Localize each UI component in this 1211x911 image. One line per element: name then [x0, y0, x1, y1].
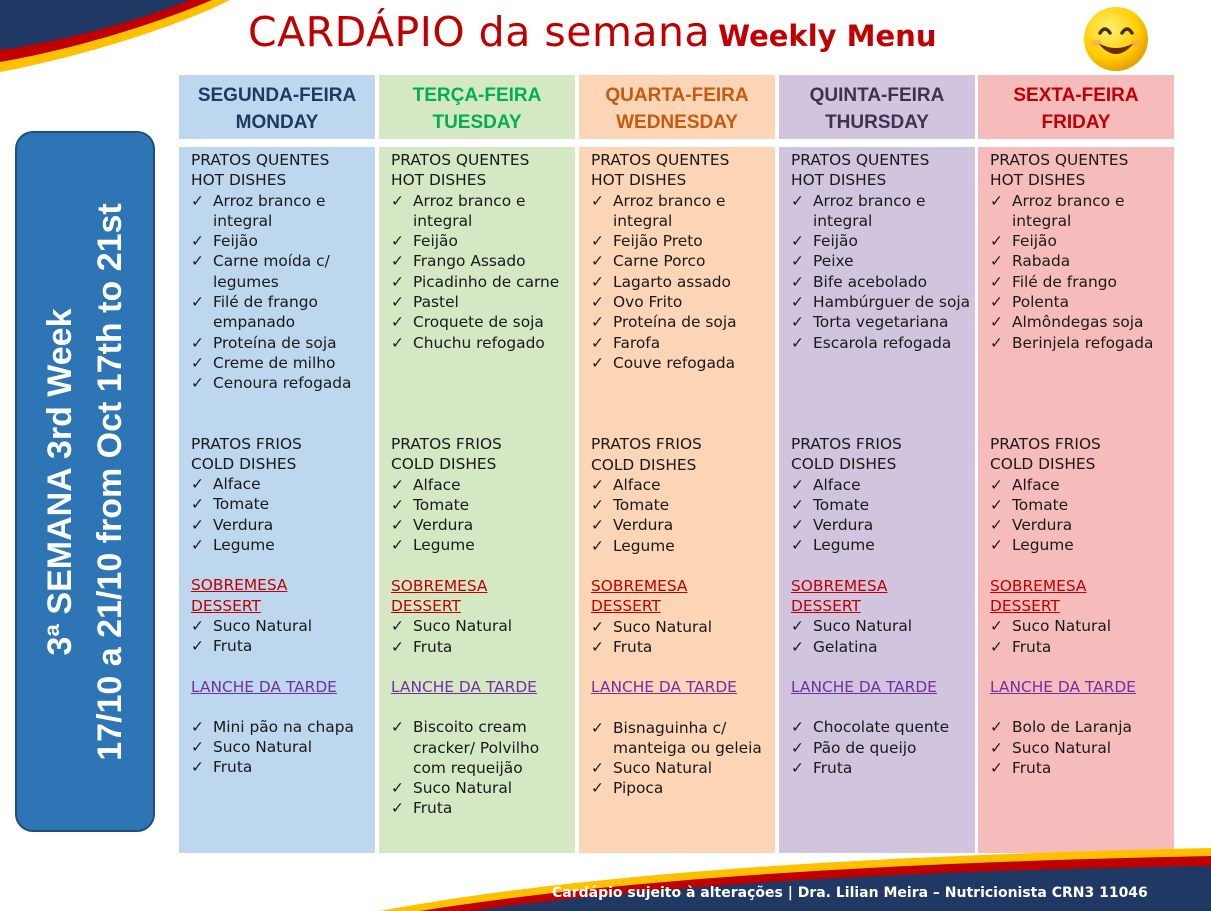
menu-item: ✓ Chocolate quente: [791, 717, 975, 737]
day-header: [179, 75, 375, 139]
menu-item: ✓ Peixe: [791, 251, 975, 271]
week-dates: 17/10 a 21/10 from Oct 17th to 21st: [91, 202, 129, 761]
afternoon-snack-list: [191, 717, 375, 778]
menu-item: ✓ Fruta: [591, 637, 775, 657]
section-spacer: [191, 657, 375, 677]
menu-item: ✓ Hambúrguer de soja: [791, 292, 975, 312]
menu-item: ✓ Legume: [791, 535, 975, 555]
menu-item: ✓ Rabada: [990, 251, 1174, 271]
section-spacer: [791, 657, 975, 677]
menu-item: ✓ Alface: [391, 475, 575, 495]
hot-dishes-title: HOT DISHES: [591, 171, 687, 190]
menu-item: ✓ Feijão: [191, 231, 375, 251]
smiley-face-icon: [1082, 5, 1152, 75]
day-name-en: FRIDAY: [1041, 112, 1111, 133]
menu-item: ✓ Legume: [591, 536, 775, 556]
menu-item: ✓ Verdura: [990, 515, 1174, 535]
menu-item: ✓ Tomate: [990, 495, 1174, 515]
section-spacer: [191, 394, 375, 434]
dessert-title: DESSERT: [191, 596, 261, 615]
menu-item: ✓ Filé de frango: [990, 272, 1174, 292]
dessert-title: DESSERT: [591, 597, 661, 616]
menu-item: ✓ Suco Natural: [591, 617, 775, 637]
afternoon-snack-title: LANCHE DA TARDE: [391, 677, 537, 696]
menu-item: ✓ Verdura: [591, 515, 775, 535]
day-header: [779, 75, 975, 139]
section-spacer: [191, 697, 375, 717]
afternoon-snack-list: [591, 718, 775, 799]
day-menu: [779, 147, 975, 853]
dessert-title: DESSERT: [391, 597, 461, 616]
menu-item: ✓ Alface: [591, 475, 775, 495]
menu-item: ✓ Fruta: [191, 757, 375, 777]
dessert-list: [591, 617, 775, 658]
menu-item: ✓ Pão de queijo: [791, 738, 975, 758]
section-spacer: [990, 556, 1174, 576]
menu-item: ✓ Escarola refogada: [791, 333, 975, 353]
menu-item: ✓ Tomate: [591, 495, 775, 515]
menu-item: ✓ Fruta: [990, 637, 1174, 657]
hot-dishes-list: [990, 191, 1174, 353]
menu-item: ✓ Tomate: [391, 495, 575, 515]
section-spacer: [791, 556, 975, 576]
menu-item: ✓ Verdura: [791, 515, 975, 535]
section-spacer: [591, 556, 775, 576]
cold-dishes-list: [591, 475, 775, 556]
menu-item: ✓ Cenoura refogada: [191, 373, 375, 393]
menu-item: ✓ Croquete de soja: [391, 312, 575, 332]
menu-item: ✓ Suco Natural: [990, 616, 1174, 636]
cold-dishes-title: COLD DISHES: [591, 455, 697, 474]
menu-item: ✓ Fruta: [391, 637, 575, 657]
menu-item: ✓ Suco Natural: [591, 758, 775, 778]
title-english: Weekly Menu: [718, 19, 937, 53]
menu-item: ✓ Verdura: [391, 515, 575, 535]
afternoon-snack-title: LANCHE DA TARDE: [591, 678, 737, 697]
week-banner: [15, 131, 155, 832]
menu-item: ✓ Fruta: [191, 636, 375, 656]
hot-dishes-title: PRATOS QUENTES: [990, 151, 1129, 169]
hot-dishes-title: HOT DISHES: [191, 171, 287, 190]
cold-dishes-title: PRATOS FRIOS: [791, 434, 902, 453]
menu-item: ✓ Legume: [191, 535, 375, 555]
hot-dishes-title: PRATOS QUENTES: [391, 151, 530, 169]
menu-item: ✓ Farofa: [591, 333, 775, 353]
menu-item: ✓ Almôndegas soja: [990, 312, 1174, 332]
menu-item: ✓ Alface: [791, 475, 975, 495]
page-title: [248, 8, 936, 56]
afternoon-snack-title: LANCHE DA TARDE: [990, 677, 1136, 696]
menu-item: ✓ Filé de frango empanado: [191, 292, 375, 333]
day-column: [978, 75, 1174, 853]
menu-item: ✓ Suco Natural: [990, 738, 1174, 758]
cold-dishes-title: PRATOS FRIOS: [591, 435, 702, 454]
day-header: [579, 75, 775, 139]
day-header: [379, 75, 575, 139]
menu-item: ✓ Bolo de Laranja: [990, 717, 1174, 737]
day-name-en: MONDAY: [235, 112, 319, 133]
day-column: [579, 75, 775, 853]
day-menu: [179, 147, 375, 853]
cold-dishes-title: PRATOS FRIOS: [391, 434, 502, 453]
menu-item: ✓ Suco Natural: [191, 737, 375, 757]
section-spacer: [591, 373, 775, 434]
dessert-title: SOBREMESA: [791, 576, 888, 595]
title-portuguese: CARDÁPIO da semana: [248, 8, 711, 56]
section-spacer: [791, 353, 975, 434]
menu-item: ✓ Pastel: [391, 292, 575, 312]
hot-dishes-title: HOT DISHES: [791, 171, 887, 190]
menu-item: ✓ Feijão: [391, 231, 575, 251]
menu-item: ✓ Verdura: [191, 515, 375, 535]
cold-dishes-title: COLD DISHES: [791, 455, 897, 474]
menu-item: ✓ Ovo Frito: [591, 292, 775, 312]
section-spacer: [391, 657, 575, 677]
afternoon-snack-title: LANCHE DA TARDE: [791, 677, 937, 696]
menu-item: ✓ Fruta: [391, 798, 575, 818]
menu-item: ✓ Legume: [990, 535, 1174, 555]
menu-item: ✓ Mini pão na chapa: [191, 717, 375, 737]
cold-dishes-title: COLD DISHES: [391, 455, 497, 474]
menu-item: ✓ Alface: [990, 475, 1174, 495]
section-spacer: [391, 697, 575, 717]
menu-item: ✓ Creme de milho: [191, 353, 375, 373]
menu-item: ✓ Picadinho de carne: [391, 272, 575, 292]
day-name-pt: QUARTA-FEIRA: [605, 85, 749, 106]
menu-item: ✓ Suco Natural: [391, 616, 575, 636]
afternoon-snack-list: [990, 717, 1174, 778]
dessert-title: DESSERT: [990, 597, 1060, 616]
hot-dishes-title: HOT DISHES: [990, 171, 1086, 190]
day-column: [179, 75, 375, 853]
day-column: [779, 75, 975, 853]
hot-dishes-title: PRATOS QUENTES: [191, 151, 330, 169]
day-name-pt: QUINTA-FEIRA: [809, 85, 945, 106]
section-spacer: [591, 698, 775, 718]
menu-item: ✓ Arroz branco e integral: [791, 191, 975, 232]
day-name-pt: TERÇA-FEIRA: [412, 85, 542, 106]
day-name-en: TUESDAY: [432, 112, 522, 133]
cold-dishes-title: COLD DISHES: [191, 454, 297, 473]
menu-item: ✓ Bisnaguinha c/ manteiga ou geleia: [591, 718, 775, 759]
dessert-list: [191, 616, 375, 657]
menu-item: ✓ Alface: [191, 474, 375, 494]
day-name-en: WEDNESDAY: [616, 112, 738, 133]
dessert-list: [791, 616, 975, 657]
menu-item: ✓ Arroz branco e integral: [990, 191, 1174, 232]
menu-item: ✓ Fruta: [990, 758, 1174, 778]
menu-item: ✓ Lagarto assado: [591, 272, 775, 292]
day-menu: [379, 147, 575, 853]
section-spacer: [391, 353, 575, 434]
cold-dishes-list: [391, 475, 575, 556]
cold-dishes-list: [191, 474, 375, 555]
cold-dishes-title: COLD DISHES: [990, 455, 1096, 474]
day-header: [978, 75, 1174, 139]
dessert-list: [990, 616, 1174, 657]
day-column: [379, 75, 575, 853]
menu-item: ✓ Carne Porco: [591, 251, 775, 271]
menu-item: ✓ Berinjela refogada: [990, 333, 1174, 353]
day-menu: [579, 147, 775, 853]
hot-dishes-title: PRATOS QUENTES: [591, 151, 730, 169]
cold-dishes-list: [990, 475, 1174, 556]
menu-item: ✓ Arroz branco e integral: [191, 191, 375, 232]
hot-dishes-list: [191, 191, 375, 394]
dessert-title: SOBREMESA: [391, 576, 488, 595]
day-name-en: THURSDAY: [825, 112, 929, 133]
menu-item: ✓ Carne moída c/ legumes: [191, 251, 375, 292]
menu-item: ✓ Suco Natural: [791, 616, 975, 636]
menu-item: ✓ Tomate: [791, 495, 975, 515]
section-spacer: [191, 555, 375, 575]
dessert-list: [391, 616, 575, 657]
day-menu: [978, 147, 1174, 853]
menu-item: ✓ Proteína de soja: [191, 333, 375, 353]
day-name-pt: SEGUNDA-FEIRA: [197, 85, 357, 106]
afternoon-snack-title: LANCHE DA TARDE: [191, 677, 337, 696]
hot-dishes-title: HOT DISHES: [391, 171, 487, 190]
dessert-title: SOBREMESA: [591, 577, 688, 596]
menu-item: ✓ Feijão Preto: [591, 231, 775, 251]
week-number: 3ª SEMANA 3rd Week: [41, 307, 79, 656]
week-banner-text: [35, 203, 135, 760]
section-spacer: [990, 697, 1174, 717]
menu-item: ✓ Bife acebolado: [791, 272, 975, 292]
day-name-pt: SEXTA-FEIRA: [1013, 85, 1139, 106]
menu-item: ✓ Frango Assado: [391, 251, 575, 271]
dessert-title: DESSERT: [791, 597, 861, 616]
menu-item: ✓ Fruta: [791, 758, 975, 778]
hot-dishes-list: [391, 191, 575, 353]
section-spacer: [990, 353, 1174, 434]
menu-item: ✓ Tomate: [191, 494, 375, 514]
footer-note: Cardápio sujeito à alterações | Dra. Lilian Meira – Nutricionista CRN3 11046: [552, 885, 1148, 901]
menu-item: ✓ Feijão: [791, 231, 975, 251]
dessert-title: SOBREMESA: [990, 576, 1087, 595]
dessert-title: SOBREMESA: [191, 576, 288, 595]
hot-dishes-title: PRATOS QUENTES: [791, 151, 930, 169]
menu-item: ✓ Torta vegetariana: [791, 312, 975, 332]
section-spacer: [791, 697, 975, 717]
section-spacer: [391, 556, 575, 576]
menu-item: ✓ Legume: [391, 535, 575, 555]
cold-dishes-list: [791, 475, 975, 556]
menu-item: ✓ Gelatina: [791, 637, 975, 657]
cold-dishes-title: PRATOS FRIOS: [191, 434, 302, 453]
menu-item: ✓ Feijão: [990, 231, 1174, 251]
menu-item: ✓ Arroz branco e integral: [391, 191, 575, 232]
menu-item: ✓ Arroz branco e integral: [591, 191, 775, 232]
menu-item: ✓ Polenta: [990, 292, 1174, 312]
menu-item: ✓ Suco Natural: [391, 778, 575, 798]
section-spacer: [591, 657, 775, 677]
menu-item: ✓ Couve refogada: [591, 353, 775, 373]
afternoon-snack-list: [391, 717, 575, 818]
afternoon-snack-list: [791, 717, 975, 778]
menu-item: ✓ Proteína de soja: [591, 312, 775, 332]
menu-item: ✓ Biscoito cream cracker/ Polvilho com requeijão: [391, 717, 575, 778]
menu-item: ✓ Chuchu refogado: [391, 333, 575, 353]
hot-dishes-list: [791, 191, 975, 353]
menu-item: ✓ Suco Natural: [191, 616, 375, 636]
hot-dishes-list: [591, 191, 775, 374]
section-spacer: [990, 657, 1174, 677]
cold-dishes-title: PRATOS FRIOS: [990, 434, 1101, 453]
menu-item: ✓ Pipoca: [591, 778, 775, 798]
